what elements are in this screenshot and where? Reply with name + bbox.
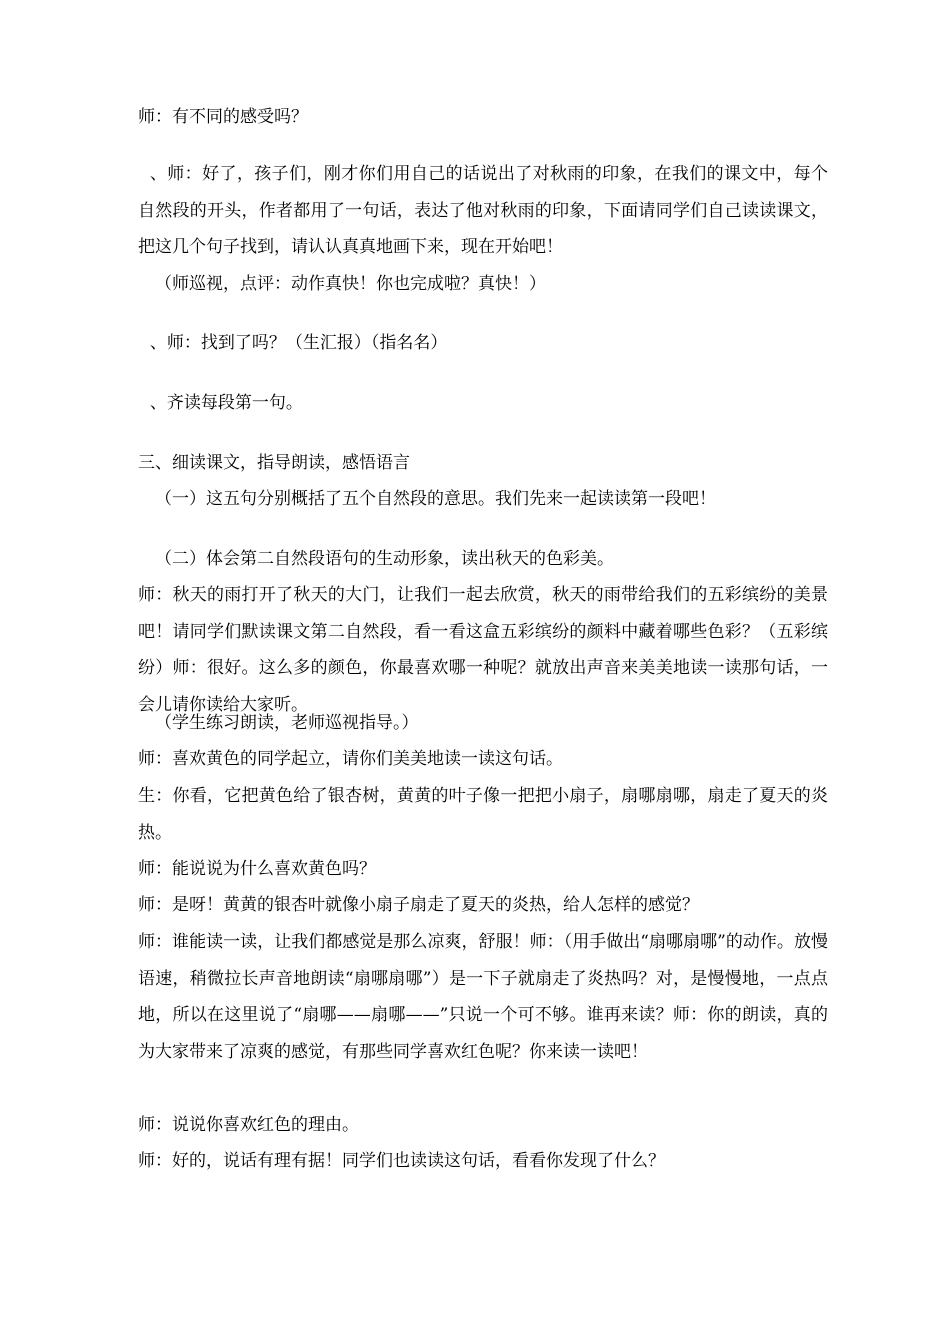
paragraph-4: 、师：找到了吗？（生汇报）（指名名） <box>149 333 448 353</box>
paragraph-1: 师：有不同的感受吗？ <box>138 107 308 127</box>
paragraph-6: （一）这五句分别概括了五个自然段的意思。我们先来一起读读第一段吧！ <box>155 489 716 509</box>
paragraph-16: 师：好的，说话有理有据！同学们也读读这句话，看看你发现了什么？ <box>138 1151 665 1171</box>
paragraph-9: （学生练习朗读，老师巡视指导。） <box>155 713 419 733</box>
paragraph-10: 师：喜欢黄色的同学起立，请你们美美地读一读这句话。 <box>138 749 563 769</box>
paragraph-14: 师：谁能读一读，让我们都感觉是那么凉爽，舒服！师：（用手做出“扇哪扇哪”的动作。放慢语速，稍微拉长声音地朗读“扇哪扇哪”）是一下子就扇走了炎热吗？对，是慢慢地，一点点地，所以在这里说了“扇哪——扇哪——”只说一个可不够。谁再来读？师：你的朗读，真的为大家带来了凉爽的感觉，有那些同学喜欢红色呢？你来读一读吧！ <box>138 932 828 1062</box>
paragraph-15: 师：说说你喜欢红色的理由。 <box>138 1115 359 1135</box>
paragraph-7: （二）体会第二自然段语句的生动形象，读出秋天的色彩美。 <box>155 549 614 569</box>
paragraph-12: 师：能说说为什么喜欢黄色吗？ <box>138 859 376 879</box>
paragraph-8: 师：秋天的雨打开了秋天的大门，让我们一起去欣赏，秋天的雨带给我们的五彩缤纷的美景吧！请同学们默读课文第二自然段，看一看这盒五彩缤纷的颜料中藏着哪些色彩？（五彩缤纷）师：很好。这么多的颜色，你最喜欢哪一种呢？就放出声音来美美地读一读那句话，一会儿请你读给大家听。 <box>138 585 828 715</box>
paragraph-5: 、齐读每段第一句。 <box>149 393 303 413</box>
paragraph-13: 师：是呀！黄黄的银杏叶就像小扇子扇走了夏天的炎热，给人怎样的感觉？ <box>138 895 699 915</box>
paragraph-2: 、师：好了，孩子们，刚才你们用自己的话说出了对秋雨的印象，在我们的课文中，每个自然段的开头，作者都用了一句话，表达了他对秋雨的印象，下面请同学们自己读读课文，把这几个句子找到，请认认真真地画下来，现在开始吧！ <box>138 164 828 257</box>
paragraph-11: 生：你看，它把黄色给了银杏树，黄黄的叶子像一把把小扇子，扇哪扇哪，扇走了夏天的炎热。 <box>138 786 828 843</box>
paragraph-3: （师巡视，点评：动作真快！你也完成啦？真快！） <box>155 274 546 294</box>
section-heading: 三、细读课文，指导朗读，感悟语言 <box>138 453 410 473</box>
